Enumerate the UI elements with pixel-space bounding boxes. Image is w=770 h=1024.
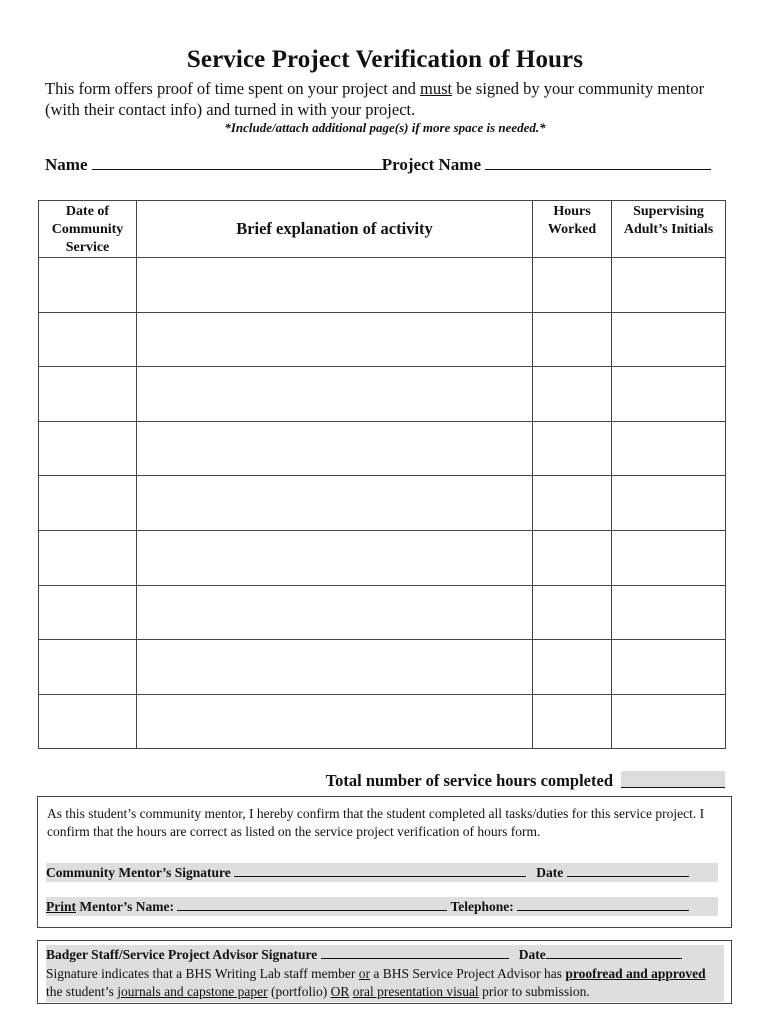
- hours-cell[interactable]: [533, 694, 612, 749]
- date-cell[interactable]: [39, 367, 137, 422]
- total-label: Total number of service hours completed: [325, 771, 613, 790]
- intro-text: [45, 78, 735, 120]
- date-cell[interactable]: [39, 421, 137, 476]
- initials-cell[interactable]: [612, 585, 726, 640]
- mentor-statement: As this student’s community mentor, I hereby confirm that the student completed all tasks/duties for this service project. I confirm that the hours are correct as listed on the service project verification of hours form.: [47, 806, 705, 839]
- form-title: Service Project Verification of Hours: [186, 46, 584, 73]
- explanation-cell[interactable]: [137, 258, 533, 313]
- table-row: [39, 640, 726, 695]
- advisor-text: [46, 945, 724, 1002]
- total-hours-line: [0, 771, 725, 791]
- hours-log-table: [38, 200, 726, 749]
- explanation-cell[interactable]: [137, 312, 533, 367]
- print-word: Print: [46, 899, 76, 914]
- hours-cell[interactable]: [533, 640, 612, 695]
- mentor-date-label: Date: [536, 865, 564, 880]
- initials-cell[interactable]: [612, 258, 726, 313]
- table-row: [39, 530, 726, 585]
- explanation-cell[interactable]: [137, 640, 533, 695]
- header-hours: Hours Worked: [533, 201, 612, 258]
- project-name-field[interactable]: [485, 153, 711, 170]
- date-cell[interactable]: [39, 585, 137, 640]
- advisor-date-field[interactable]: [546, 945, 682, 959]
- advisor-text-1: Signature indicates that a BHS Writing Lab staff member: [46, 965, 359, 981]
- explanation-cell[interactable]: [137, 421, 533, 476]
- mentor-section: [37, 796, 732, 928]
- hours-cell[interactable]: [533, 367, 612, 422]
- table-row: [39, 258, 726, 313]
- mentor-signature-field[interactable]: [234, 863, 526, 877]
- explanation-cell[interactable]: [137, 694, 533, 749]
- initials-cell[interactable]: [612, 312, 726, 367]
- telephone-label: Telephone:: [450, 899, 514, 914]
- explanation-cell[interactable]: [137, 476, 533, 531]
- intro-part1: This form offers proof of time spent on your project and: [45, 79, 420, 98]
- initials-cell[interactable]: [612, 421, 726, 476]
- table-row: [39, 367, 726, 422]
- mentor-signature-row: [46, 863, 718, 882]
- advisor-disclaimer: [46, 965, 724, 1002]
- initials-cell[interactable]: [612, 476, 726, 531]
- date-cell[interactable]: [39, 640, 137, 695]
- date-cell[interactable]: [39, 258, 137, 313]
- hours-cell[interactable]: [533, 585, 612, 640]
- initials-cell[interactable]: [612, 530, 726, 585]
- advisor-signature-field[interactable]: [321, 945, 509, 959]
- mentor-date-field[interactable]: [567, 863, 689, 877]
- mentor-name-row: [46, 897, 718, 916]
- table-row: [39, 312, 726, 367]
- initials-cell[interactable]: [612, 694, 726, 749]
- advisor-text-2: a BHS Service Project Advisor has: [370, 965, 566, 981]
- advisor-or-1: or: [358, 965, 371, 981]
- mentor-signature-label: Community Mentor’s Signature: [46, 865, 231, 880]
- name-field[interactable]: [92, 153, 382, 170]
- initials-cell[interactable]: [612, 367, 726, 422]
- header-explanation: Brief explanation of activity: [137, 201, 533, 258]
- name-label: Name: [45, 155, 88, 174]
- advisor-text-3: the student’s: [46, 984, 118, 999]
- date-cell[interactable]: [39, 312, 137, 367]
- table-row: [39, 694, 726, 749]
- advisor-date-label: Date: [518, 947, 546, 962]
- table-row: [39, 476, 726, 531]
- table-header-row: [39, 201, 726, 258]
- explanation-cell[interactable]: [137, 585, 533, 640]
- mentor-name-label: Mentor’s Name:: [76, 899, 174, 914]
- attach-note: *Include/attach additional page(s) if more space is needed.*: [224, 120, 546, 135]
- advisor-proofread: proofread and approved: [565, 965, 706, 981]
- explanation-cell[interactable]: [137, 530, 533, 585]
- advisor-text-4: (portfolio): [267, 984, 331, 999]
- advisor-signature-label: Badger Staff/Service Project Advisor Signature: [46, 947, 318, 962]
- hours-cell[interactable]: [533, 476, 612, 531]
- total-hours-field[interactable]: [621, 771, 725, 788]
- advisor-section: [37, 940, 732, 1004]
- table-row: [39, 585, 726, 640]
- advisor-journals: journals and capstone paper: [117, 984, 268, 999]
- date-cell[interactable]: [39, 530, 137, 585]
- header-initials: Supervising Adult’s Initials: [612, 201, 726, 258]
- advisor-or-2: OR: [330, 984, 350, 999]
- name-line: [45, 153, 735, 175]
- date-cell[interactable]: [39, 476, 137, 531]
- hours-cell[interactable]: [533, 312, 612, 367]
- initials-cell[interactable]: [612, 640, 726, 695]
- advisor-signature-row: [46, 945, 724, 965]
- header-date: Date of Community Service: [39, 201, 137, 258]
- table-row: [39, 421, 726, 476]
- hours-cell[interactable]: [533, 530, 612, 585]
- intro-must: must: [419, 79, 453, 98]
- intro-part2: be signed by your community mentor (with their contact info) and turned in with your project.: [45, 79, 705, 119]
- hours-cell[interactable]: [533, 258, 612, 313]
- explanation-cell[interactable]: [137, 367, 533, 422]
- telephone-field[interactable]: [517, 897, 689, 911]
- advisor-oral-visual: oral presentation visual: [352, 984, 479, 999]
- advisor-text-6: prior to submission.: [478, 984, 590, 999]
- date-cell[interactable]: [39, 694, 137, 749]
- project-name-label: Project Name: [381, 155, 482, 174]
- hours-cell[interactable]: [533, 421, 612, 476]
- table-body: [39, 258, 726, 749]
- mentor-name-field[interactable]: [177, 897, 447, 911]
